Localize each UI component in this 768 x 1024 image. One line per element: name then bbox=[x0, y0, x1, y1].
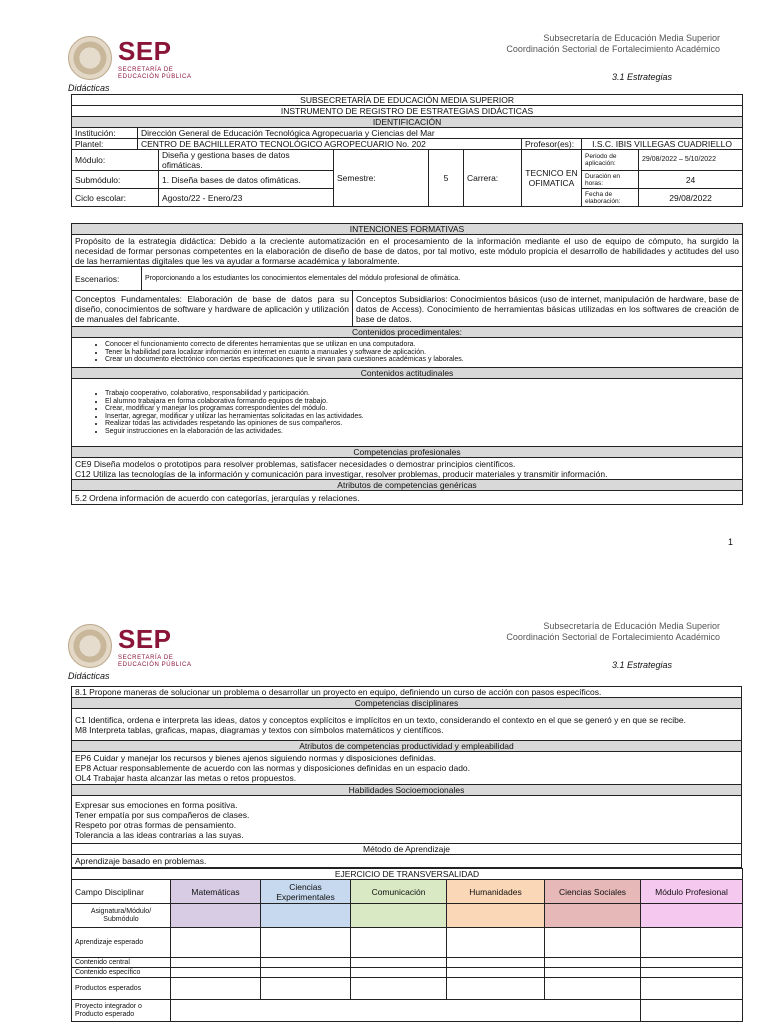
table-cell[interactable] bbox=[351, 904, 447, 928]
section-actitudinales: Contenidos actitudinales bbox=[72, 368, 743, 379]
list-item: • Realizar todas las actividades respetando las opiniones de sus compañeros. bbox=[105, 420, 739, 428]
table-cell[interactable] bbox=[447, 968, 545, 978]
comp-disc-m8: M8 Interpreta tablas, graficas, mapas, diagramas y textos con símbolos matemáticos y científicos. bbox=[75, 724, 444, 735]
campo-matematicas: Matemáticas bbox=[171, 880, 261, 904]
periodo-label: Periodo de aplicación: bbox=[582, 150, 639, 171]
comp-profesionales-cell bbox=[72, 458, 743, 480]
page-2 bbox=[0, 588, 768, 1024]
list-item: • Conocer el funcionamiento correcto de diferentes herramientas que se utilizan en una computadora. bbox=[105, 341, 739, 349]
ciclo-value: Agosto/22 - Enero/23 bbox=[159, 189, 334, 207]
table-cell[interactable] bbox=[545, 904, 641, 928]
semestre-label: Semestre: bbox=[334, 150, 429, 207]
row-aprendizaje-label: Aprendizaje esperado bbox=[72, 928, 171, 958]
header-subsecretaria: Subsecretaría de Educación Media Superior bbox=[543, 33, 720, 43]
comp-prof-c12: C12 Utiliza las tecnologías de la información y comunicación para investigar, resolver problemas, producir materiales y transmitir información. bbox=[75, 468, 608, 479]
header-didacticas: Didácticas bbox=[68, 671, 110, 681]
header-right bbox=[506, 621, 720, 643]
table-cell[interactable] bbox=[171, 928, 261, 958]
comp-prof-ce9: CE9 Diseña modelos o prototipos para resolver problemas, satisfacer necesidades o demostrar principios científicos. bbox=[75, 458, 516, 469]
actitudinales-list bbox=[105, 390, 739, 435]
list-item: • Tener la habilidad para localizar información en internet en cuanto a manuales y software de aplicación. bbox=[105, 349, 739, 357]
sep-wordmark: SEP bbox=[118, 624, 172, 654]
list-item: • El alumno trabajara en forma colaborativa formando equipos de trabajo. bbox=[105, 398, 739, 406]
page-number: 1 bbox=[728, 537, 734, 547]
list-item: • Seguir instrucciones en la elaboración de las actividades. bbox=[105, 428, 739, 436]
competencias-table bbox=[71, 686, 742, 868]
table-cell[interactable] bbox=[261, 904, 351, 928]
header-strategy: 3.1 Estrategias bbox=[612, 72, 673, 82]
procedimentales-list bbox=[105, 341, 739, 364]
list-item: Tener empatía por sus compañeros de clases. bbox=[75, 809, 250, 820]
institucion-label: Institución: bbox=[72, 128, 138, 139]
fecha-label: Fecha de elaboración: bbox=[582, 189, 639, 207]
atrib-ep6: EP6 Cuidar y manejar los recursos y bienes ajenos siguiendo normas y disposiciones definidas. bbox=[75, 753, 436, 763]
mexico-seal-icon bbox=[68, 624, 112, 668]
profesor-value: I.S.C. IBIS VILLEGAS CUADRIELLO bbox=[582, 139, 743, 150]
conceptos-subsidiarios: Conceptos Subsidiarios: Conocimientos básicos (uso de internet, manipulación de hardware, base de datos de Access). Conocimiento de herramientas básicas utilizadas en los softwares de creación de base de datos. bbox=[353, 291, 743, 327]
section-comp-profesionales: Competencias profesionales bbox=[72, 447, 743, 458]
profesor-label: Profesor(es): bbox=[522, 139, 582, 150]
transversalidad-table bbox=[71, 868, 743, 1022]
sep-logo bbox=[68, 36, 208, 80]
table-cell[interactable] bbox=[261, 958, 351, 968]
sep-logo bbox=[68, 624, 208, 668]
section-procedimentales: Contenidos procedimentales: bbox=[72, 327, 743, 338]
carrera-value: TECNICO EN OFIMATICA bbox=[522, 150, 582, 207]
campo-comunicacion: Comunicación bbox=[351, 880, 447, 904]
sep-subtitle bbox=[118, 67, 192, 81]
header-subsecretaria: Subsecretaría de Educación Media Superior bbox=[543, 621, 720, 631]
header-didacticas: Didácticas bbox=[68, 83, 110, 93]
comp-disc-c1: C1 Identifica, ordena e interpreta las ideas, datos y conceptos explícitos e implícitos en un texto, considerando el contexto en el que se generó y en que se recibe. bbox=[75, 714, 686, 725]
sep-line1: SECRETARÍA DE bbox=[118, 655, 174, 661]
campo-disciplinar-label: Campo Disciplinar bbox=[72, 880, 171, 904]
conceptos-fundamentales: Conceptos Fundamentales: Elaboración de base de datos para su diseño, conocimientos de software y hardware de aplicación y utilización de manuales del fabricante. bbox=[72, 291, 353, 327]
atrib-ol4: OL4 Trabajar hasta alcanzar las metas o retos propuestos. bbox=[75, 773, 297, 783]
table-cell[interactable] bbox=[641, 978, 743, 1000]
ciclo-label: Ciclo escolar: bbox=[72, 189, 159, 207]
escenarios-label: Escenarios: bbox=[72, 267, 142, 291]
section-atrib-productividad: Atributos de competencias productividad y empleabilidad bbox=[72, 741, 742, 752]
header-coordinacion: Coordinación Sectorial de Fortalecimiento Académico bbox=[506, 632, 720, 642]
periodo-value: 29/08/2022 – 5/10/2022 bbox=[639, 150, 743, 171]
section-identificacion: IDENTIFICACIÓN bbox=[72, 117, 743, 128]
title-2: INSTRUMENTO DE REGISTRO DE ESTRATEGIAS DIDÁCTICAS bbox=[72, 106, 743, 117]
section-metodo: Método de Aprendizaje bbox=[72, 844, 742, 855]
list-item: • Insertar, agregar, modificar y utilizar las herramientas solicitadas en las actividades. bbox=[105, 413, 739, 421]
atributo-8-1: 8.1 Propone maneras de solucionar un problema o desarrollar un proyecto en equipo, definiendo un curso de acción con pasos específicos. bbox=[72, 687, 742, 698]
sep-wordmark: SEP bbox=[118, 36, 172, 66]
section-intenciones: INTENCIONES FORMATIVAS bbox=[72, 224, 743, 235]
procedimentales-list-cell bbox=[72, 338, 743, 368]
table-cell[interactable] bbox=[545, 928, 641, 958]
sep-line2: EDUCACIÓN PÚBLICA bbox=[118, 74, 192, 80]
campo-ciencias: Ciencias Experimentales bbox=[261, 880, 351, 904]
table-cell[interactable] bbox=[641, 904, 743, 928]
duracion-label: Duración en horas: bbox=[582, 171, 639, 189]
row-contenido-especifico-label: Contenido específico bbox=[72, 968, 171, 978]
table-cell[interactable] bbox=[447, 904, 545, 928]
atributo-5-2: 5.2 Ordena información de acuerdo con categorías, jerarquías y relaciones. bbox=[72, 491, 743, 505]
semestre-value: 5 bbox=[429, 150, 464, 207]
plantel-value: CENTRO DE BACHILLERATO TECNOLÓGICO AGROPECUARIO No. 202 bbox=[138, 139, 522, 150]
header-strategy: 3.1 Estrategias bbox=[612, 660, 673, 670]
table-cell[interactable] bbox=[545, 968, 641, 978]
institucion-value: Dirección General de Educación Tecnológica Agropecuaria y Ciencias del Mar bbox=[138, 128, 743, 139]
table-cell[interactable] bbox=[171, 1000, 641, 1022]
plantel-label: Plantel: bbox=[72, 139, 138, 150]
table-cell[interactable] bbox=[351, 978, 447, 1000]
table-cell[interactable] bbox=[171, 958, 261, 968]
row-productos-label: Productos esperados bbox=[72, 978, 171, 1000]
table-cell[interactable] bbox=[641, 958, 743, 968]
table-cell[interactable] bbox=[447, 928, 545, 958]
header-coordinacion: Coordinación Sectorial de Fortalecimiento Académico bbox=[506, 44, 720, 54]
metodo-value: Aprendizaje basado en problemas. bbox=[72, 855, 742, 868]
list-item: • Crear, modificar y manejar los programas correspondientes del módulo. bbox=[105, 405, 739, 413]
table-cell[interactable] bbox=[351, 958, 447, 968]
header-right bbox=[506, 33, 720, 55]
carrera-label: Carrera: bbox=[464, 150, 522, 207]
identification-table bbox=[71, 94, 743, 207]
table-cell[interactable] bbox=[447, 978, 545, 1000]
table-cell[interactable] bbox=[351, 928, 447, 958]
list-item: • Trabajo cooperativo, colaborativo, responsabilidad y participación. bbox=[105, 390, 739, 398]
row-contenido-central-label: Contenido central bbox=[72, 958, 171, 968]
modulo-label: Módulo: bbox=[72, 150, 159, 171]
actitudinales-list-cell bbox=[72, 379, 743, 447]
comp-disciplinares-cell bbox=[72, 709, 742, 741]
section-atributos: Atributos de competencias genéricas bbox=[72, 480, 743, 491]
sep-line2: EDUCACIÓN PÚBLICA bbox=[118, 662, 192, 668]
table-cell[interactable] bbox=[545, 978, 641, 1000]
list-item: Expresar sus emociones en forma positiva. bbox=[75, 799, 238, 810]
table-cell[interactable] bbox=[351, 968, 447, 978]
title-1: SUBSECRETARÍA DE EDUCACIÓN MEDIA SUPERIOR bbox=[72, 95, 743, 106]
list-item: • Crear un documento electrónico con ciertas especificaciones que le sirvan para cuestiones académicas y laborales. bbox=[105, 356, 739, 364]
table-cell[interactable] bbox=[171, 978, 261, 1000]
table-cell[interactable] bbox=[171, 904, 261, 928]
modulo-value: Diseña y gestiona bases de datos ofimáticas. bbox=[159, 150, 334, 171]
campo-modulo: Módulo Profesional bbox=[641, 880, 743, 904]
table-cell[interactable] bbox=[261, 978, 351, 1000]
section-comp-disciplinares: Competencias disciplinares bbox=[72, 698, 742, 709]
section-habilidades: Habilidades Socioemocionales bbox=[72, 785, 742, 796]
table-cell[interactable] bbox=[545, 958, 641, 968]
row-asignatura-label: Asignatura/Módulo/ Submódulo bbox=[72, 904, 171, 928]
sep-subtitle bbox=[118, 655, 192, 669]
fecha-value: 29/08/2022 bbox=[639, 189, 743, 207]
list-item: Respeto por otras formas de pensamiento. bbox=[75, 819, 237, 830]
list-item: Tolerancia a las ideas contrarias a las suyas. bbox=[75, 829, 244, 840]
intenciones-table bbox=[71, 223, 743, 505]
campo-sociales: Ciencias Sociales bbox=[545, 880, 641, 904]
habilidades-cell bbox=[72, 796, 742, 844]
campo-humanidades: Humanidades bbox=[447, 880, 545, 904]
table-cell[interactable] bbox=[641, 928, 743, 958]
mexico-seal-icon bbox=[68, 36, 112, 80]
submodulo-label: Submódulo: bbox=[72, 171, 159, 189]
table-cell[interactable] bbox=[641, 1000, 743, 1022]
table-cell[interactable] bbox=[261, 968, 351, 978]
atrib-ep8: EP8 Actuar responsablemente de acuerdo con las normas y disposiciones definidas en un espacio dado. bbox=[75, 763, 471, 773]
proposito-text: Propósito de la estrategia didáctica: Debido a la creciente automatización en el procesamiento de la información mediante el uso de equipo de cómputo, ha surgido la necesidad de formar personas competentes en la elaboración de diseño de base de datos, por tal motivo, este módulo propicia el desarrollo de habilidades y actitudes del uso de las herramientas digitales que les va ayudar a formarse académica y laboralmente. bbox=[72, 235, 743, 267]
table-cell[interactable] bbox=[261, 928, 351, 958]
duracion-value: 24 bbox=[639, 171, 743, 189]
table-cell[interactable] bbox=[641, 968, 743, 978]
table-cell[interactable] bbox=[447, 958, 545, 968]
table-cell[interactable] bbox=[171, 968, 261, 978]
atrib-productividad-cell bbox=[72, 752, 742, 785]
section-transversalidad: EJERCICIO DE TRANSVERSALIDAD bbox=[72, 869, 743, 880]
sep-line1: SECRETARÍA DE bbox=[118, 67, 174, 73]
row-proyecto-label: Proyecto integrador o Producto esperado bbox=[72, 1000, 171, 1022]
submodulo-value: 1. Diseña bases de datos ofimáticas. bbox=[159, 171, 334, 189]
escenarios-value: Proporcionando a los estudiantes los conocimientos elementales del módulo profesional de ofimática. bbox=[142, 267, 743, 291]
